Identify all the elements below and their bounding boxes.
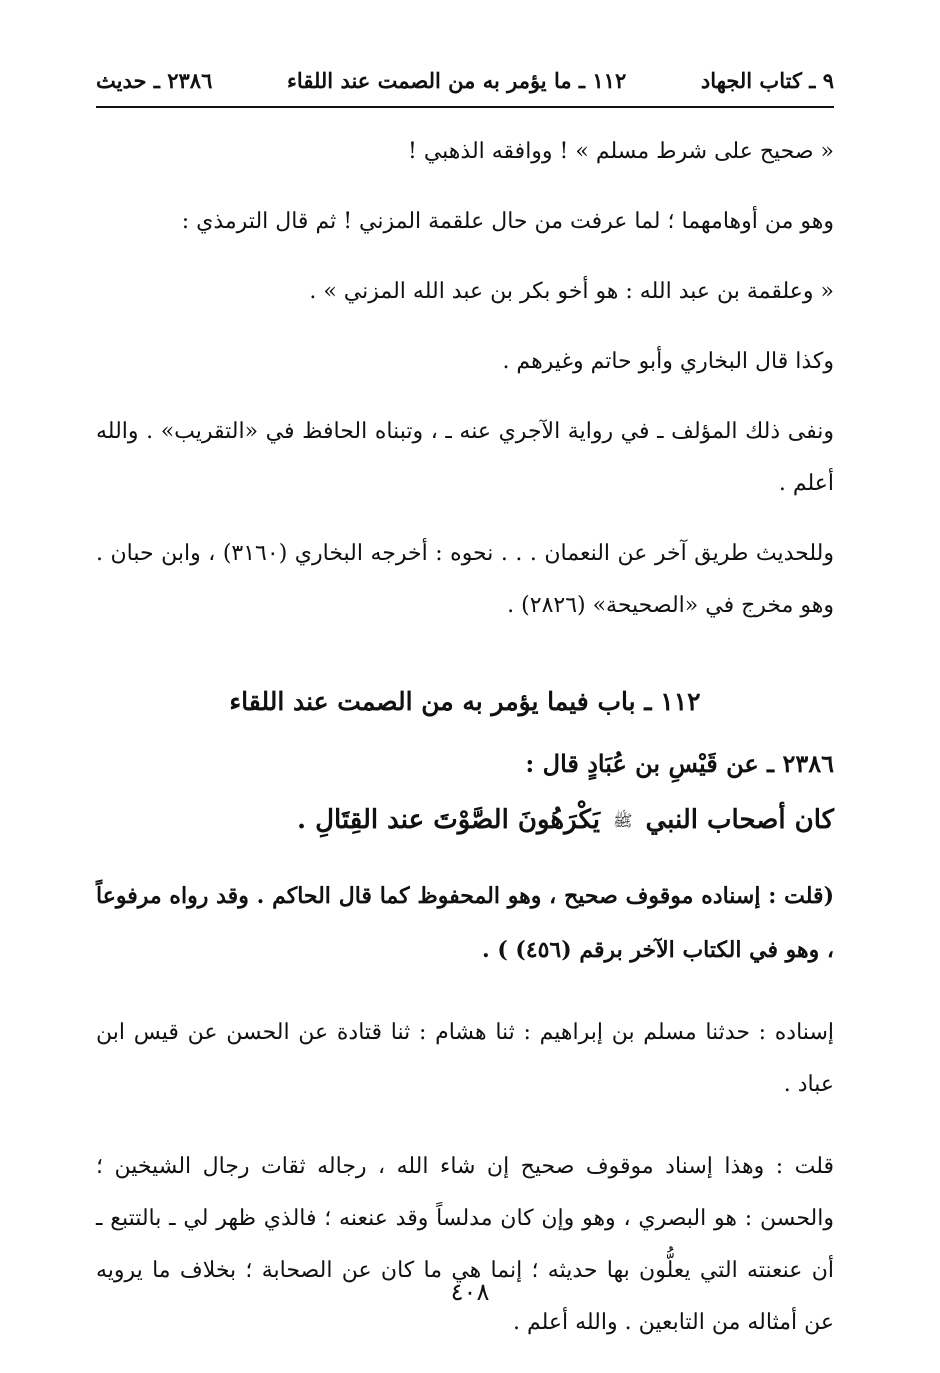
running-header xyxy=(96,68,834,108)
paragraph-tirmidhi-intro: وهو من أوهامهما ؛ لما عرفت من حال علقمة المزني ! ثم قال الترمذي : xyxy=(181,209,834,234)
hadith-text xyxy=(96,792,834,849)
hadith-text-end: يَكْرَهُونَ الصَّوْتَ عند القِتَالِ . xyxy=(297,805,601,835)
header-chapter-title: ١١٢ ـ ما يؤمر به من الصمت عند اللقاء xyxy=(287,68,627,93)
salutation-glyph: ﷺ xyxy=(613,811,633,830)
paragraph-tirmidhi-quote: « وعلقمة بن عبد الله : هو أخو بكر بن عبد الله المزني » . xyxy=(309,279,834,304)
commentary-paragraph: قلت : وهذا إسناد موقوف صحيح إن شاء الله ، رجاله ثقات رجال الشيخين ؛ والحسن : هو البصري ، وهو وإن كان مدلساً وقد عنعنه ؛ فالذي ظهر لي ـ بالتتبع ـ أن عنعنته التي يعلُّون بها حديثه ؛ إنما هي ما كان عن الصحابة ؛ بخلاف ما يرويه عن أمثاله من التابعين . والله أعلم . xyxy=(96,1154,834,1335)
paragraph-bukhari-abuhatim: وكذا قال البخاري وأبو حاتم وغيرهم . xyxy=(502,349,834,374)
hadith-text-start: كان أصحاب النبي xyxy=(645,805,834,835)
paragraph-sahih-statement: « صحيح على شرط مسلم » ! ووافقه الذهبي ! xyxy=(407,139,834,164)
paragraph-author-denial: ونفى ذلك المؤلف ـ في رواية الآجري عنه ـ ، وتبناه الحافظ في «التقريب» . والله أعلم . xyxy=(96,419,834,496)
hadith-narrator-line: ٢٣٨٦ ـ عن قَيْسِ بن عُبَادٍ قال : xyxy=(525,749,834,778)
paragraph-other-route: وللحديث طريق آخر عن النعمان . . . نحوه : أخرجه البخاري (٣١٦٠) ، وابن حبان . وهو مخرج في «الصحيحة» (٢٨٢٦) . xyxy=(96,541,834,618)
page-number: ٤٠٨ xyxy=(450,1278,490,1306)
book-page xyxy=(96,68,834,1349)
chapter-title: ١١٢ ـ باب فيما يؤمر به من الصمت عند اللقاء xyxy=(229,687,701,716)
isnad-paragraph: إسناده : حدثنا مسلم بن إبراهيم : ثنا هشام : ثنا قتادة عن الحسن عن قيس ابن عباد . xyxy=(96,1020,834,1097)
header-book-title: ٩ ـ كتاب الجهاد xyxy=(700,68,834,93)
header-hadith-number: ٢٣٨٦ ـ حديث xyxy=(96,68,213,93)
authenticity-note: (قلت : إسناده موقوف صحيح ، وهو المحفوظ كما قال الحاكم . وقد رواه مرفوعاً ، وهو في الكتاب الآخر برقم (٤٥٦) ) . xyxy=(96,883,834,963)
